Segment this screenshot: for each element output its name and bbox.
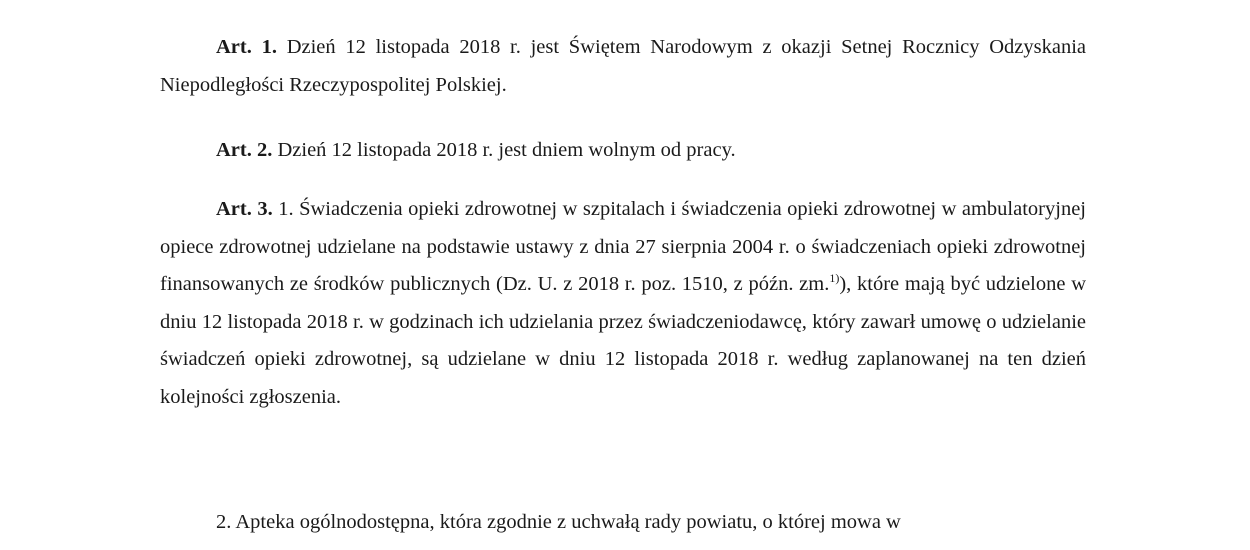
article-1-text: Dzień 12 listopada 2018 r. jest Świętem Narodowym z okazji Setnej Rocznicy Odzyskania Niepodległości Rzeczypospolitej Polskiej. — [160, 36, 1086, 96]
article-3 — [160, 191, 1086, 416]
paragraph-2-text: 2. Apteka ogólnodostępna, która zgodnie z uchwałą rady powiatu, o której mowa w — [216, 511, 901, 533]
footnote-reference: 1) — [829, 271, 840, 285]
article-1-label: Art. 1. — [216, 36, 277, 58]
article-3-text-before-footnote: 1. Świadczenia opieki zdrowotnej w szpitalach i świadczenia opieki zdrowotnej w ambulatoryjnej opiece zdrowotnej udzielane na podstawie ustawy z dnia 27 sierpnia 2004 r. o świadczeniach opieki zdrowotnej finansowanych ze środków publicznych (Dz. U. z 2018 r. poz. 1510, z późn. zm. — [160, 198, 1086, 295]
article-3-label: Art. 3. — [216, 198, 273, 220]
article-2-label: Art. 2. — [216, 139, 273, 161]
article-2-text: Dzień 12 listopada 2018 r. jest dniem wolnym od pracy. — [272, 139, 736, 161]
article-3-paragraph-2 — [160, 504, 1086, 542]
article-2 — [160, 132, 1086, 170]
article-1 — [160, 29, 1086, 104]
article-3-text-after-footnote: ), które mają być udzielone w dniu 12 listopada 2018 r. w godzinach ich udzielania przez świadczeniodawcę, który zawarł umowę o udzielanie świadczeń opieki zdrowotnej, są udzielane w dniu 12 listopada 2018 r. według zaplanowanej na ten dzień kolejności zgłoszenia. — [160, 273, 1086, 408]
